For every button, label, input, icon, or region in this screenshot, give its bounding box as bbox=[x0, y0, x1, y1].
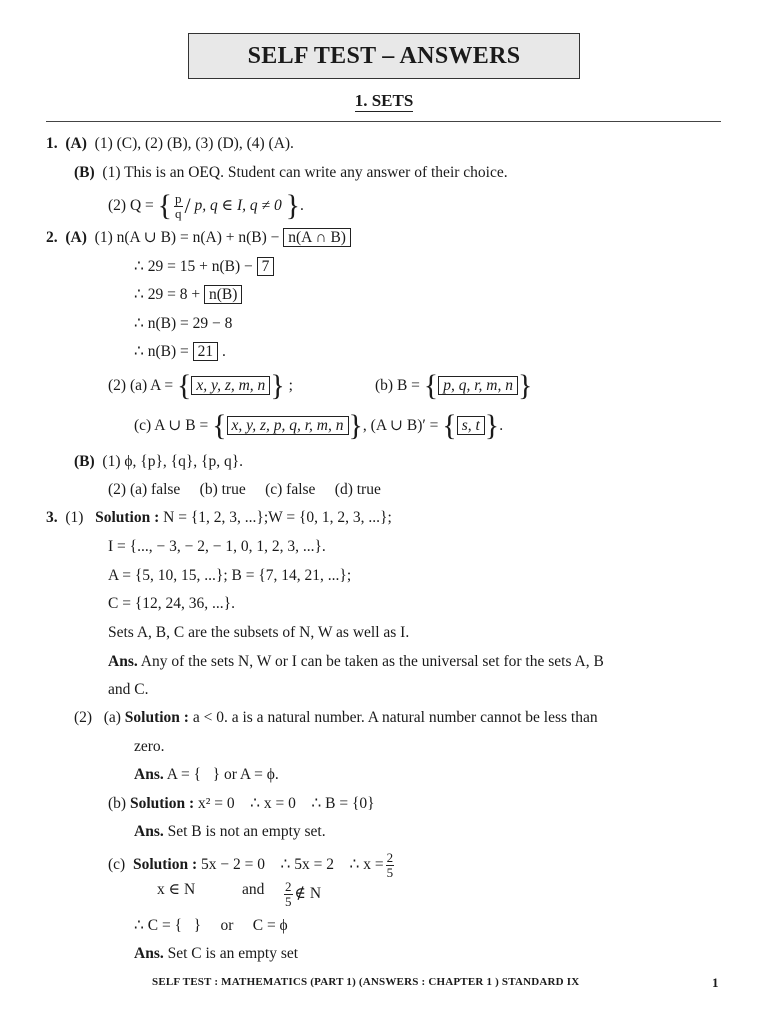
q2-a3: ∴ 29 = 8 + n(B) bbox=[134, 285, 242, 305]
q2-a1: 2. (A) (1) n(A ∪ B) = n(A) + n(B) − n(A ∩ B) bbox=[46, 228, 351, 248]
page-footer: SELF TEST : MATHEMATICS (PART 1) (ANSWERS : CHAPTER 1 ) STANDARD IX bbox=[152, 976, 580, 988]
q3-3: A = {5, 10, 15, ...}; B = {7, 14, 21, ...}; bbox=[108, 567, 352, 584]
chapter-heading: 1. SETS bbox=[354, 91, 414, 110]
q2-b2: (2) (a) false (b) true (c) false (d) true bbox=[108, 481, 381, 498]
q2-a6b: (b) B = { p, q, r, m, n } bbox=[375, 369, 533, 402]
q2-a6a: (2) (a) A = { x, y, z, m, n } ; bbox=[108, 369, 293, 402]
q3-5: Sets A, B, C are the subsets of N, W as well as I. bbox=[108, 624, 410, 641]
page-title: SELF TEST – ANSWERS bbox=[188, 33, 580, 79]
q3-2c-l3: ∴ C = { } or C = ϕ bbox=[134, 917, 288, 934]
q3-1: 3. (1) Solution : N = {1, 2, 3, ...};W = {0, 1, 2, 3, ...}; bbox=[46, 509, 392, 526]
q1-a: 1. (A) (1) (C), (2) (B), (3) (D), (4) (A). bbox=[46, 135, 294, 152]
q3-2c-ans: Ans. Set C is an empty set bbox=[134, 945, 299, 962]
q3-2a-cont: zero. bbox=[134, 738, 165, 755]
q2-b1: (B) (1) ϕ, {p}, {q}, {p, q}. bbox=[74, 453, 244, 470]
q3-2c-l2c: $\frac{2}{5}$ ∉ N bbox=[285, 879, 322, 909]
q3-2c-l2b: and bbox=[242, 881, 265, 898]
q3-2: I = {..., − 3, − 2, − 1, 0, 1, 2, 3, ...}. bbox=[108, 538, 326, 555]
q3-2b-ans: Ans. Set B is not an empty set. bbox=[134, 823, 326, 840]
q3-2a-ans: Ans. A = { } or A = ϕ. bbox=[134, 766, 279, 783]
divider bbox=[46, 121, 721, 122]
q3-6: Ans. Any of the sets N, W or I can be taken as the universal set for the sets A, B bbox=[108, 653, 604, 670]
q1-b1: (B) (1) This is an OEQ. Student can write any answer of their choice. bbox=[74, 164, 508, 181]
q3-7: and C. bbox=[108, 681, 149, 698]
q3-2b: (b) Solution : x² = 0 ∴ x = 0 ∴ B = {0} bbox=[108, 795, 375, 812]
q2-a2: ∴ 29 = 15 + n(B) − 7 bbox=[134, 257, 274, 277]
q3-2c: (c) Solution : 5x − 2 = 0 ∴ 5x = 2 ∴ x = $\frac{2}{5}$ bbox=[108, 850, 394, 880]
q3-2a: (2) (a) Solution : a < 0. a is a natural number. A natural number cannot be less than bbox=[74, 709, 598, 726]
q3-2c-l2a: x ∈ N bbox=[157, 881, 196, 898]
q2-a7: (c) A ∪ B = { x, y, z, p, q, r, m, n }, (A ∪ B)′ = { s, t }. bbox=[134, 409, 504, 442]
q3-4: C = {12, 24, 36, ...}. bbox=[108, 595, 235, 612]
page-number: 1 bbox=[712, 975, 719, 990]
q2-a5: ∴ n(B) = 21 . bbox=[134, 343, 226, 360]
q1-b2: (2) Q = { $\frac{p}{q}$ / p, q ∈ I, q ≠ 0 }. bbox=[108, 189, 304, 223]
q2-a4: ∴ n(B) = 29 − 8 bbox=[134, 315, 233, 332]
